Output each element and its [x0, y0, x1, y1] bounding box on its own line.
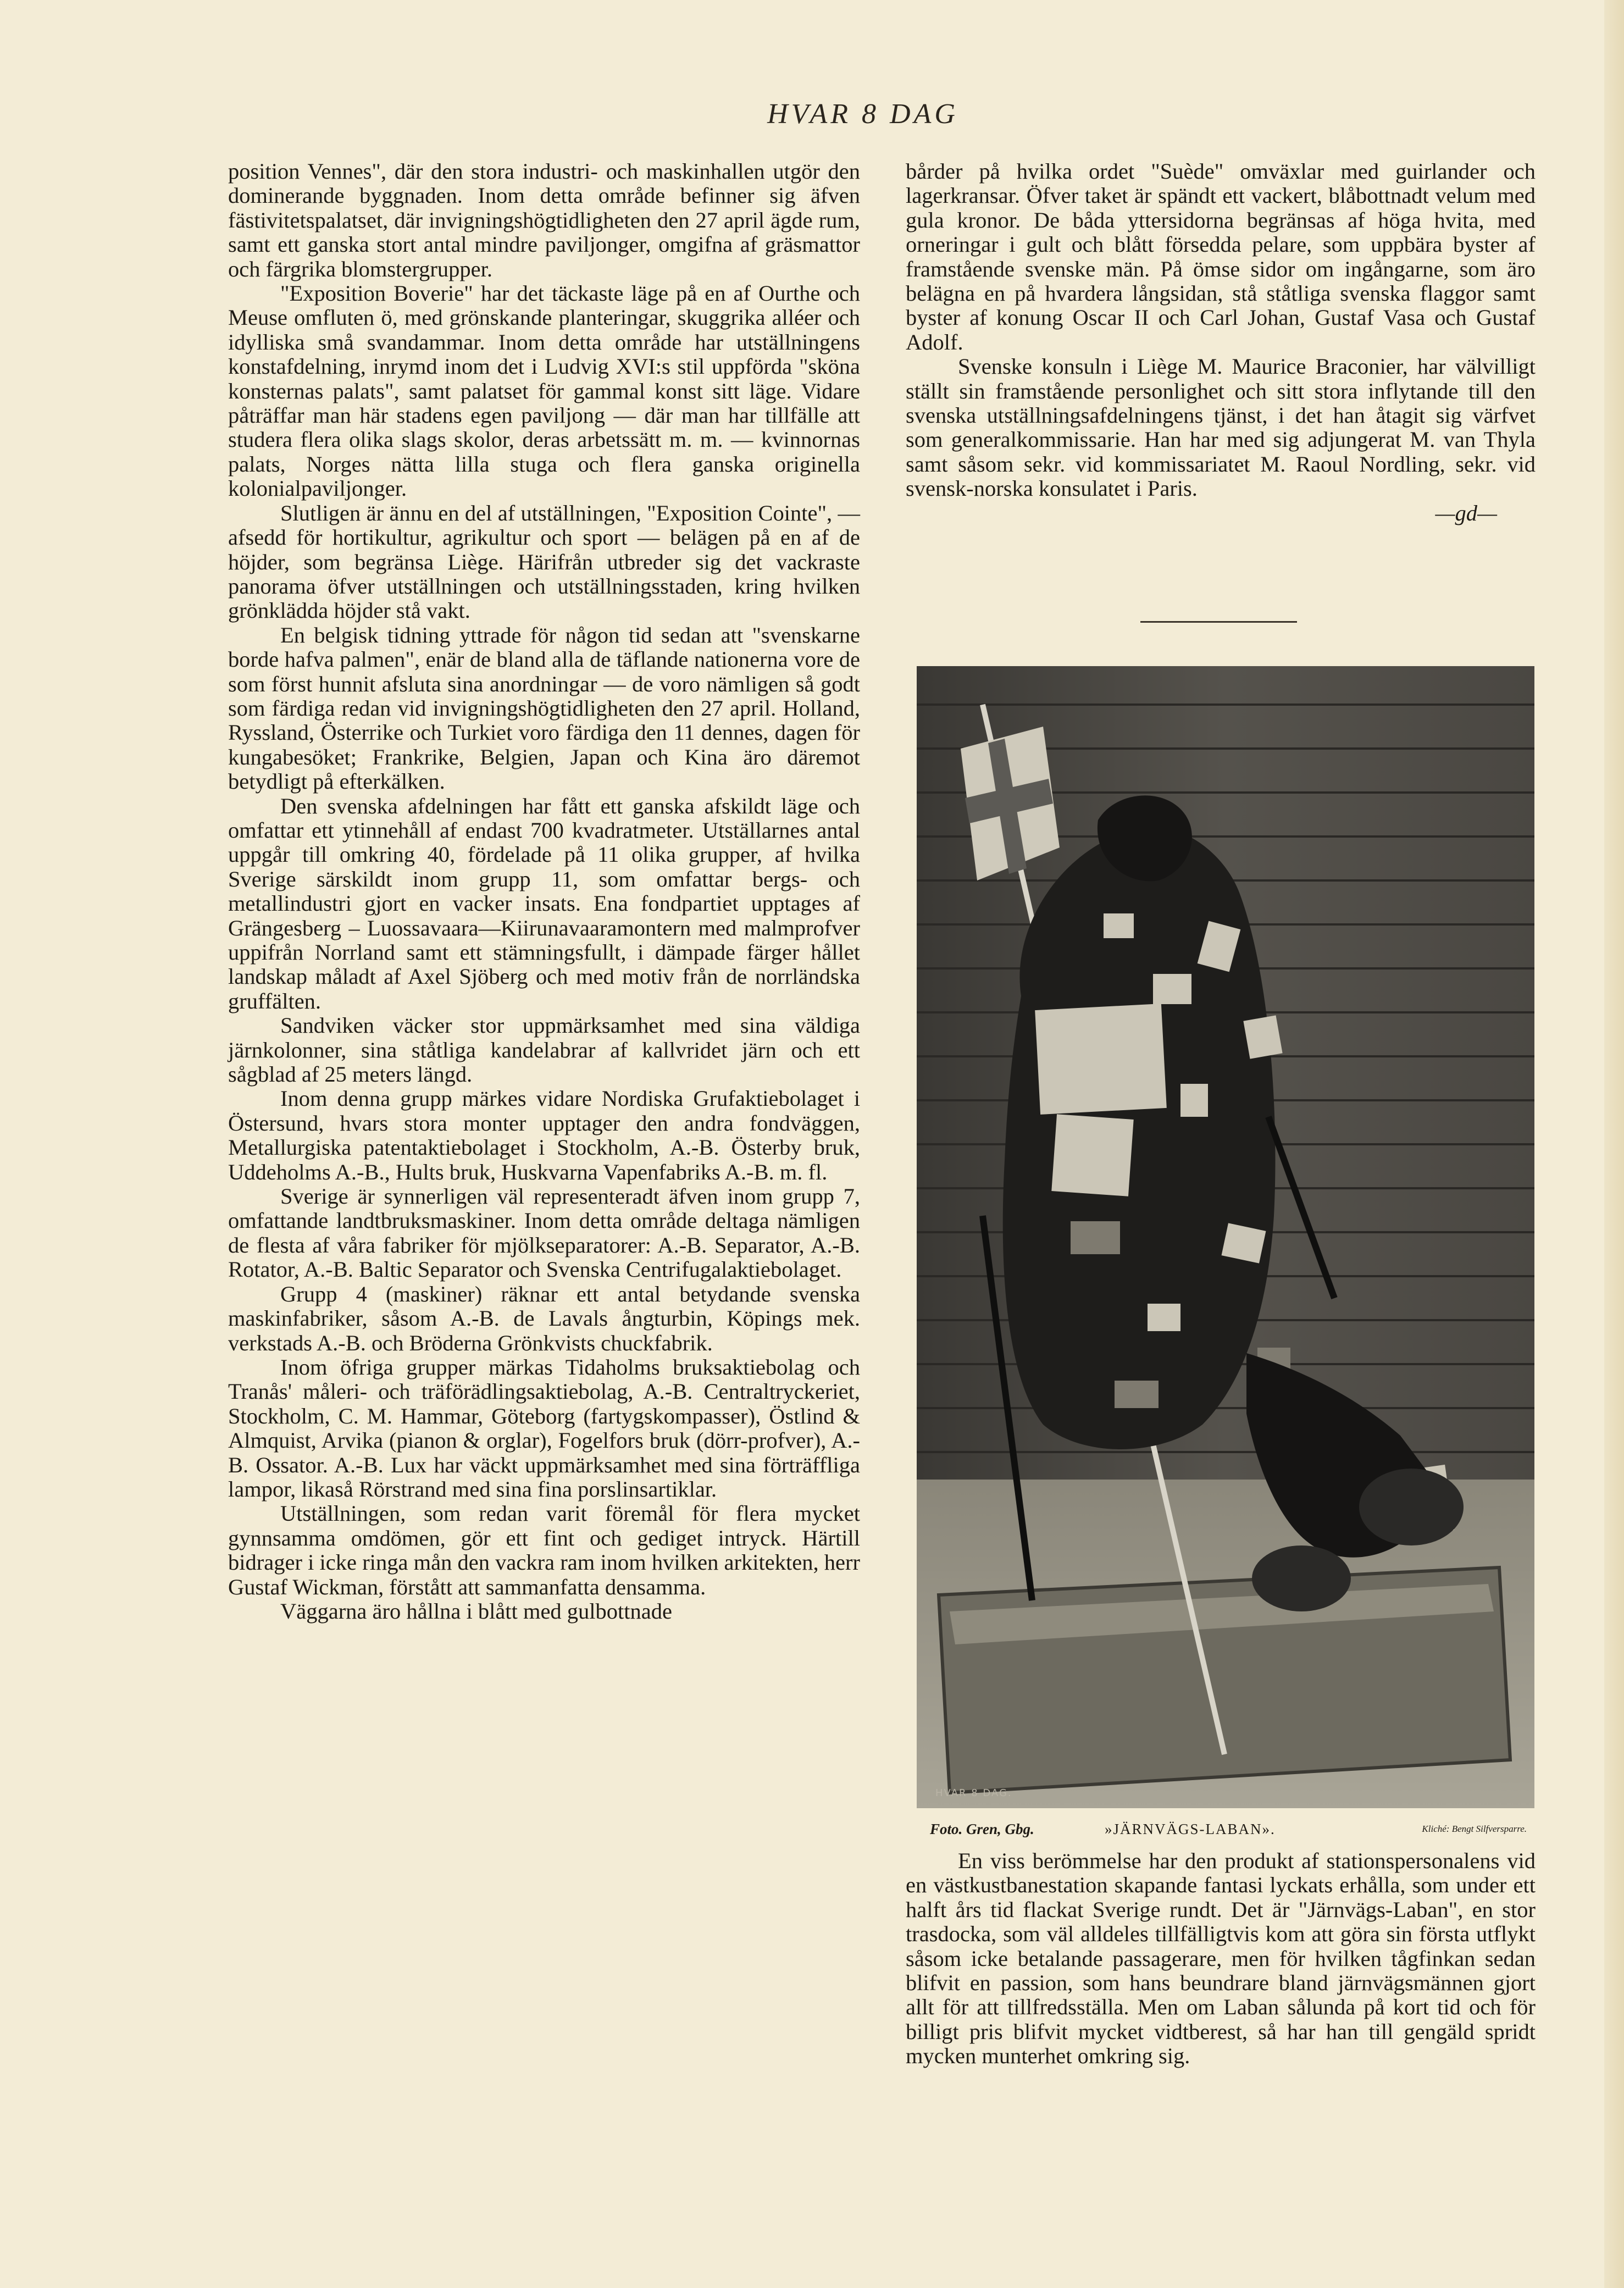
photo-credit: Foto. Gren, Gbg. — [930, 1821, 1034, 1837]
paragraph: Den svenska afdelningen har fått ett ganska afskildt läge och omfattar ett ytinnehåll af endast 700 kvadratmeter. Utställarnes antal uppgår till omkring 40, fördelade på 11 olika grupper, af hvilka Sverige särskildt inom grupp 11, som omfattar bergs- och metallindustri gjort en vacker insats. Ena fondpartiet upptages af Grängesberg – Luossavaara—Kiirunavaaramontern med malmprofver uppifrån Norrland samt ett stämningsfullt, i dämpade färger hållet landskap måladt af Axel Sjöberg och med motiv från de norrländska gruffälten. — [228, 793, 860, 1013]
paragraph: Inom öfriga grupper märkas Tidaholms bruksaktiebolag och Tranås' måleri- och träförädlingsaktiebolag, A.-B. Centraltryckeriet, Stockholm, C. M. Hammar, Göteborg (fartygskompasser), Östlind & Almquist, Arvika (pianon & orglar), Fogelfors bruk (dörr-profver), A.-B. Ossator. A.-B. Lux har väckt uppmärksamhet med sina förträffliga lampor, likaså Rörstrand med sina fina porslinsartiklar. — [228, 1354, 860, 1502]
paragraph: En viss berömmelse har den produkt af stationspersonalens vid en västkustbanestation skapande fantasi lyckats erhålla, som under ett halft års tid flackat Sverige rundt. Det är "Järnvägs-Laban", en stor trasdocka, som väl alldeles tillfälligtvis kom att göra sin första utflykt såsom icke betalande passagerare, men för hvilken tågfinkan sedan blifvit en passion, som hans beundrare bland järnvägsmännen gjort allt för att tillfredsställa. Men om Laban sålunda på kort tid och för billigt pris blifvit mycket vidtberest, så har han till gengäld spridt mycken munterhet omkring sig. — [906, 1848, 1536, 2069]
left-column — [228, 159, 860, 1624]
photo-title: »JÄRNVÄGS-LABAN». — [1105, 1821, 1276, 1837]
article-signature: —gd— — [1435, 500, 1497, 525]
paragraph: Inom denna grupp märkes vidare Nordiska Grufaktiebolaget i Östersund, hvars stora monter upptager den andra fondväggen, Metallurgiska patentaktiebolaget i Stockholm, A.-B. Österby bruk, Uddeholms A.-B., Hults bruk, Huskvarna Vapenfabriks A.-B. m. fl. — [228, 1086, 860, 1184]
photo-jarnvags-laban — [917, 666, 1534, 1808]
paragraph: Väggarna äro hållna i blått med gulbottnade — [280, 1598, 673, 1624]
right-column-bottom — [906, 1849, 1536, 2069]
running-head: HVAR 8 DAG — [767, 98, 958, 130]
photo-caption — [917, 1817, 1534, 1841]
paragraph: "Exposition Boverie" har det täckaste läge på en af Ourthe och Meuse omfluten ö, med grönskande planteringar, skuggrika alléer och idylliska små svandammar. Inom detta område har utställningens konstafdelning, inrymd inom det i Ludvig XVI:s stil uppförda "sköna konsternas palats", samt palatset för gammal konst sitt läge. Vidare påträffar man här stadens egen paviljong — där man har tillfälle att studera flera olika slags skolor, deras arbetssätt m. m. — kvinnornas palats, Norges nätta lilla stuga och flera ganska originella kolonialpaviljonger. — [228, 281, 860, 501]
paragraph: Slutligen är ännu en del af utställningen, "Exposition Cointe", — afsedd för hortikultur, agrikultur och sport — belägen på en af de höjder, som begränsa Liège. Härifrån utbreder sig det vackraste panorama öfver utställningen och utställningsstaden, kring hvilken grönklädda höjder stå vakt. — [228, 500, 860, 623]
section-divider — [1140, 621, 1297, 623]
paragraph: Grupp 4 (maskiner) räknar ett antal betydande svenska maskinfabriker, såsom A.-B. de Lavals ångturbin, Köpings mek. verkstads A.-B. och Bröderna Grönkvists chuckfabrik. — [228, 1281, 860, 1355]
paragraph: Svenske konsuln i Liège M. Maurice Braconier, har välvilligt ställt sin framstående personlighet och sitt stora inflytande till den svenska utställningsafdelningens tjänst, i det han åtagit sig värfvet som generalkommissarie. Han har med sig adjungerat M. van Thyla samt såsom sekr. vid kommissariatet M. Raoul Nordling, sekr. vid svensk-norska konsulatet i Paris. — [906, 354, 1536, 501]
paragraph: bårder på hvilka ordet "Suède" omväxlar med guirlander och lagerkransar. Öfver taket är spändt ett vackert, blåbottnadt velum med gula kronor. De båda yttersidorna begränsas af höga hvita, med orneringar i gult och blått försedda pelare, som uppbära byster af framstående svenske män. På ömse sidor om ingångarne, som äro belägna en på hvardera långsidan, stå ståtliga svenska flaggor samt byster af konung Oscar II och Carl Johan, Gustaf Vasa och Gustaf Adolf. — [906, 159, 1536, 354]
paragraph: Utställningen, som redan varit föremål för flera mycket gynnsamma omdömen, gör ett fint och gediget intryck. Härtill bidrager i icke ringa mån den vackra ram inom hvilken arkitekten, herr Gustaf Wickman, förstått att sammanfatta densamma. — [228, 1501, 860, 1599]
paragraph: En belgisk tidning yttrade för någon tid sedan att "svenskarne borde hafva palmen", enär de bland alla de täflande nationerna vore de som först hunnit afsluta sina anordningar — de voro nämligen så godt som färdiga redan vid invigningshögtidligheten den 27 april. Holland, Ryssland, Österrike och Turkiet voro färdiga den 11 dennes, dagen för kungabesöket; Frankrike, Belgien, Japan och Kina äro däremot betydligt på efterkälken. — [228, 622, 860, 794]
paragraph: Sverige är synnerligen väl representeradt äfven inom grupp 7, omfattande landtbruksmaskiner. Inom detta område deltaga nämligen de flesta af våra fabriker för mjölkseparatorer: A.-B. Separator, A.-B. Rotator, A.-B. Baltic Separator och Svenska Centrifugalaktiebolaget. — [228, 1184, 860, 1282]
paragraph: Sandviken väcker stor uppmärksamhet med sina väldiga järnkolonner, sina ståtliga kandelabrar af kallvridet järn och ett sågblad af 25 meters längd. — [228, 1013, 860, 1087]
page-edge — [1604, 0, 1624, 2288]
cliche-credit: Kliché: Bengt Silfversparre. — [1422, 1824, 1527, 1834]
paragraph: position Vennes", där den stora industri- och maskinhallen utgör den dominerande byggnaden. Inom detta område befinner sig äfven fästivitetspalatset, där invigningshögtidligheten den 27 april ägde rum, samt ett ganska stort antal mindre paviljonger, omgifna af gräsmattor och färgrika blomstergrupper. — [228, 159, 860, 281]
right-column-top — [906, 159, 1536, 525]
photo-watermark: HVAR 8 DAG. — [935, 1787, 1012, 1799]
